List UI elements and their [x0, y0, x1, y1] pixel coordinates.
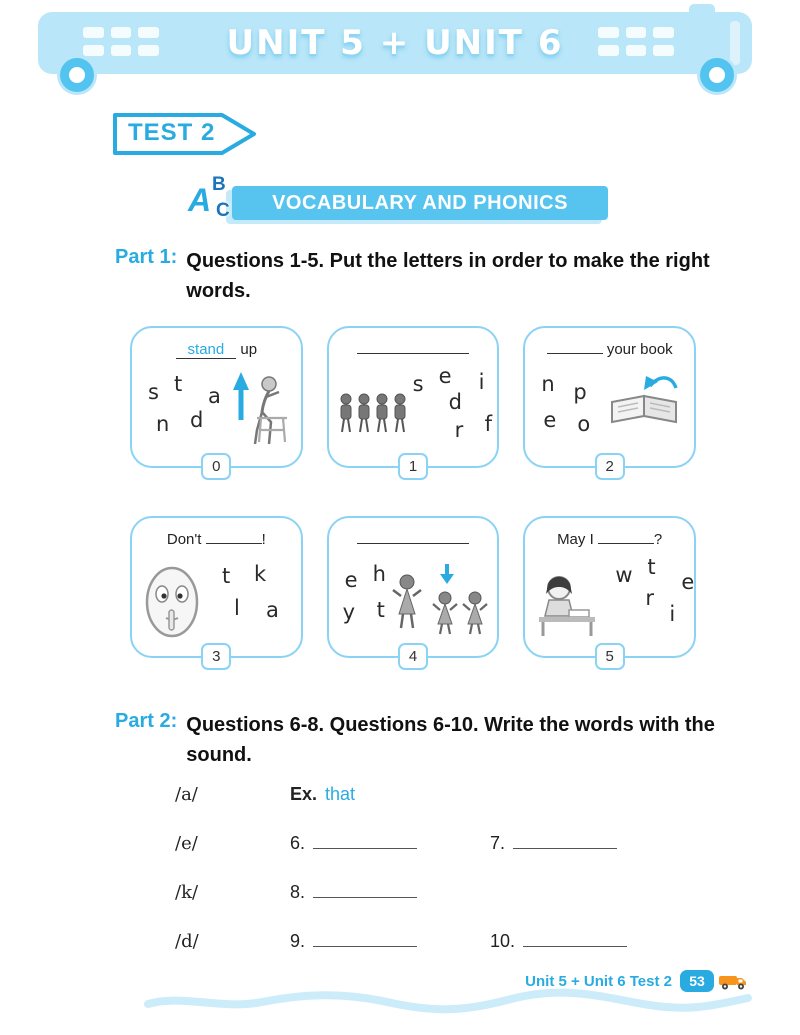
question-card-2	[523, 326, 696, 475]
question-item	[490, 931, 690, 952]
sound-label: /e/	[175, 833, 198, 854]
part1-label: Part 1:	[115, 246, 178, 268]
sound-label: /d/	[175, 931, 199, 952]
bus-window	[598, 45, 619, 56]
answer-blank	[357, 341, 469, 354]
example-answer: stand	[187, 341, 225, 358]
answer-blank-line	[313, 884, 417, 898]
part1-instructions: Questions 1-5. Put the letters in order to make the right words.	[186, 250, 710, 302]
part2-label: Part 2:	[115, 710, 178, 732]
card-prompt	[333, 531, 494, 548]
bus-windows-right	[598, 27, 674, 63]
bus-door	[730, 21, 740, 65]
prompt-suffix: up	[240, 341, 258, 358]
card-prompt	[529, 531, 690, 548]
answer-blank-line	[513, 835, 617, 849]
card-number-badge: 3	[201, 643, 231, 670]
question-card-0	[130, 326, 303, 475]
question-item	[490, 833, 690, 854]
answer-blank	[598, 531, 654, 544]
question-number: 8.	[290, 882, 306, 902]
question-number: 7.	[490, 833, 506, 853]
prompt-suffix: ?	[653, 531, 663, 548]
prompt-suffix: !	[261, 531, 266, 548]
card-number-badge: 0	[201, 453, 231, 480]
scrambled-letter: r	[645, 586, 654, 610]
question-number: 6.	[290, 833, 306, 853]
footer-label: Unit 5 + Unit 6 Test 2	[525, 972, 672, 990]
scrambled-letter: r	[454, 418, 464, 442]
abc-icon-letter: B	[212, 174, 226, 195]
scrambled-letter: d	[448, 390, 462, 414]
scrambled-letter: f	[484, 412, 493, 436]
abc-icon-letter: C	[216, 200, 230, 221]
children-playing-illustration	[387, 556, 491, 640]
scrambled-letter: i	[478, 370, 485, 394]
scrambled-letter: e	[438, 364, 452, 388]
question-card-5	[523, 516, 696, 665]
bus-banner	[38, 12, 752, 74]
part2-table	[175, 784, 690, 952]
stand-up-illustration	[229, 364, 291, 452]
scrambled-letter: o	[577, 412, 591, 436]
question-card-3	[130, 516, 303, 665]
answer-blank-line	[313, 933, 417, 947]
card-number-badge: 5	[595, 643, 625, 670]
question-cards-grid	[130, 326, 696, 665]
part2-instructions: Questions 6-8. Questions 6-10. Write the words with the sound.	[186, 714, 715, 766]
part1-heading	[115, 246, 731, 306]
scrambled-letter: t	[174, 372, 183, 396]
unit-title: UNIT 5 + UNIT 6	[226, 23, 564, 63]
scrambled-letter: e	[344, 568, 358, 592]
card-prompt	[333, 341, 494, 358]
card-number-badge: 1	[398, 453, 428, 480]
bus-window	[598, 27, 619, 38]
scrambled-letter: s	[412, 372, 424, 396]
scrambled-letter: n	[541, 372, 555, 396]
question-card-1	[327, 326, 500, 475]
question-number: 10.	[490, 931, 516, 951]
card-number-badge: 4	[398, 643, 428, 670]
scrambled-letter: l	[234, 596, 240, 620]
bus-icon	[718, 971, 748, 991]
card-prompt	[529, 341, 690, 358]
answer-blank	[547, 341, 603, 354]
bus-window	[653, 45, 674, 56]
test-badge	[112, 112, 262, 156]
part2-heading	[115, 710, 731, 770]
question-item	[290, 833, 490, 854]
abc-icon	[188, 176, 240, 228]
bus-wheel-icon	[700, 58, 734, 92]
example-item	[290, 784, 490, 805]
prompt-suffix: your book	[606, 341, 673, 358]
example-label: Ex.	[290, 784, 318, 804]
scrambled-letter: t	[647, 555, 656, 579]
bus-window	[626, 45, 647, 56]
answer-blank	[357, 531, 469, 544]
section-title: VOCABULARY AND PHONICS	[272, 192, 568, 214]
prompt-prefix: Don't	[166, 531, 202, 548]
open-book-illustration	[602, 370, 686, 430]
test-badge-label: TEST 2	[128, 119, 216, 146]
example-answer: that	[325, 784, 356, 804]
scrambled-letter: a	[266, 598, 279, 622]
scrambled-letter: t	[376, 598, 385, 622]
question-number: 9.	[290, 931, 306, 951]
scrambled-letter: y	[342, 600, 356, 624]
bus-wheel-icon	[60, 58, 94, 92]
question-item	[290, 931, 490, 952]
answer-blank-line	[523, 933, 627, 947]
bus-window	[626, 27, 647, 38]
scrambled-letter: i	[669, 602, 676, 626]
children-in-line-illustration	[337, 390, 409, 438]
prompt-prefix: May I	[557, 531, 594, 548]
bus-window	[653, 27, 674, 38]
card-prompt	[136, 341, 297, 359]
section-banner	[188, 174, 608, 221]
footer	[525, 970, 748, 992]
answer-blank	[176, 341, 237, 359]
scrambled-letter: p	[573, 380, 587, 404]
scrambled-letter: s	[148, 380, 159, 404]
scrambled-letter: d	[190, 408, 204, 432]
scrambled-letter: h	[372, 562, 386, 586]
card-number-badge: 2	[595, 453, 625, 480]
answer-blank	[206, 531, 262, 544]
answer-blank-line	[313, 835, 417, 849]
scrambled-letter: n	[156, 412, 170, 436]
scrambled-letter: e	[543, 408, 557, 432]
sound-label: /k/	[175, 882, 199, 903]
question-item	[290, 882, 490, 903]
card-prompt	[136, 531, 297, 548]
scrambled-letter: a	[208, 384, 221, 408]
girl-writing-illustration	[533, 568, 601, 640]
sound-label: /a/	[175, 784, 198, 805]
page-number-badge: 53	[680, 970, 714, 992]
scrambled-letter: k	[254, 562, 267, 586]
question-card-4	[327, 516, 500, 665]
scrambled-letter: t	[222, 564, 231, 588]
quiet-face-illustration	[144, 564, 202, 642]
scrambled-letter: w	[615, 563, 633, 587]
abc-icon-letter: A	[188, 182, 212, 218]
scrambled-letter: e	[681, 570, 695, 594]
